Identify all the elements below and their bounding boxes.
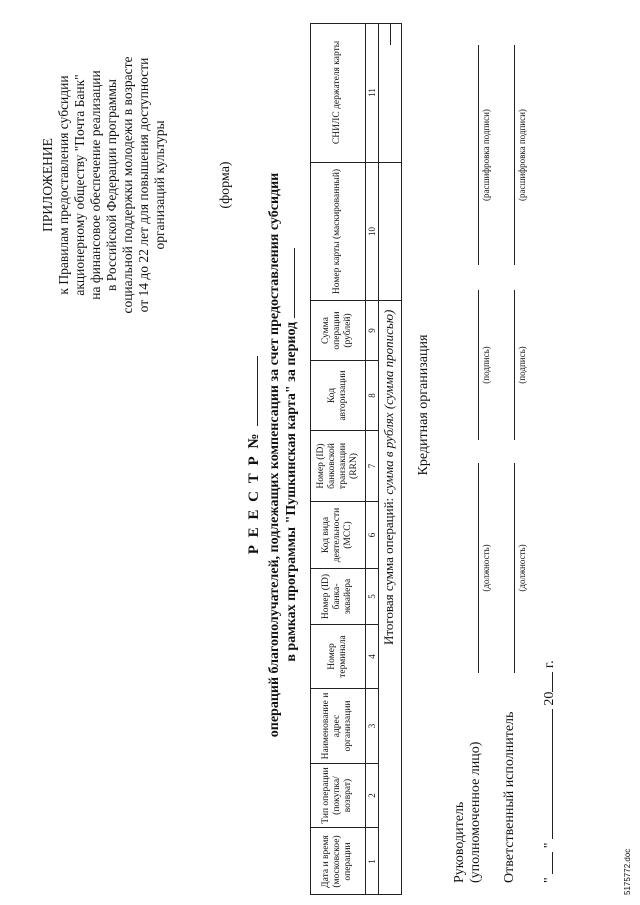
total-value: сумма в рублях (сумма прописью) [381,309,396,495]
appendix-line: в Российской Федерации программы [104,79,119,291]
registry-subtitle [266,125,300,785]
head-label [452,742,484,883]
appendix-line: на финансовое обеспечение реализации [88,70,103,300]
column-number: 3 [367,723,377,729]
column-number: 11 [367,88,377,97]
head-label-line-1: Руководитель [452,801,467,883]
column-number: 8 [367,393,377,398]
date-year-blank[interactable] [552,672,553,692]
total-label: Итоговая сумма операций: [381,497,396,645]
date-year-prefix: 20 [542,691,557,706]
registry-number-blank[interactable] [256,356,258,426]
column-header: Номер терминала [326,635,348,678]
registry-title-text: Р Е Е С Т Р № [246,431,262,555]
column-header: Тип операции (покупка/ возврат) [321,767,353,824]
column-number: 1 [367,859,377,864]
column-header: Номер карты (маскированный) [332,168,342,295]
signature-caption: (подпись) [517,346,527,384]
appendix-line: организаций культуры [152,120,167,250]
decoding-caption: (расшифровка подписи) [481,109,491,201]
registry-table [310,23,402,895]
column-header: Дата и время (московское) операции [321,835,353,888]
appendix-line: к Правилам предоставления субсидии [56,75,71,295]
date-line [542,660,558,883]
subtitle-line-2 [283,125,300,785]
column-header: СНИЛС держателя карты [332,40,342,145]
appendix-line: от 14 до 22 лет для повышения доступности [136,57,151,313]
executor-decoding-line[interactable] [514,45,515,265]
column-header: Код вида деятельности (MCC) [321,507,353,563]
period-blank[interactable] [293,248,295,318]
executor-signature-line[interactable] [514,290,515,440]
position-caption: (должность) [517,544,527,592]
registry-title [246,235,263,675]
head-position-line[interactable] [478,463,479,673]
decoding-caption: (расшифровка подписи) [517,109,527,201]
head-label-line-2: (уполномоченное лицо) [468,741,483,883]
date-month-blank[interactable] [552,709,553,839]
column-number: 9 [367,328,377,333]
column-number: 4 [367,654,377,659]
executor-label: Ответственный исполнитель [502,711,517,883]
date-quote-open: " [542,877,557,883]
date-year-suffix: г. [542,660,557,669]
column-number: 6 [367,532,377,538]
column-number: 5 [367,594,377,599]
appendix-block [40,25,168,345]
column-number: 7 [367,463,377,469]
column-header: Номер (ID) банка-эквайера [321,573,353,620]
position-caption: (должность) [481,544,491,592]
appendix-heading: ПРИЛОЖЕНИЕ [40,138,55,232]
appendix-line: социальной поддержки молодежи в возрасте [120,56,135,314]
head-signature-line[interactable] [478,290,479,440]
head-decoding-line[interactable] [478,45,479,265]
date-day-blank[interactable] [552,852,553,874]
column-header: Код авторизации [326,370,348,421]
subtitle-line-1: операций благополучателей, подлежащих компенсации за счет предоставления субсидии [267,172,282,738]
document-code: 5175772.doc [623,848,632,895]
signature-caption: (подпись) [481,346,491,384]
date-quote-close: " [542,842,557,849]
appendix-line: акционерному обществу "Почта Банк" [72,74,87,296]
column-number: 2 [367,793,377,798]
column-header: Номер (ID) банковской транзакции (RRN) [315,442,359,490]
subtitle-line-2-text: в рамках программы "Пушкинская карта" за период [284,321,299,662]
executor-position-line[interactable] [514,463,515,673]
column-header: Сумма операции (рублей) [321,311,353,350]
column-number: 10 [367,227,377,236]
form-label: (форма) [218,161,233,209]
column-header: Наименование и адрес организации [321,692,353,760]
total-row [380,45,398,645]
credit-organization-label: Кредитная организация [416,334,431,476]
